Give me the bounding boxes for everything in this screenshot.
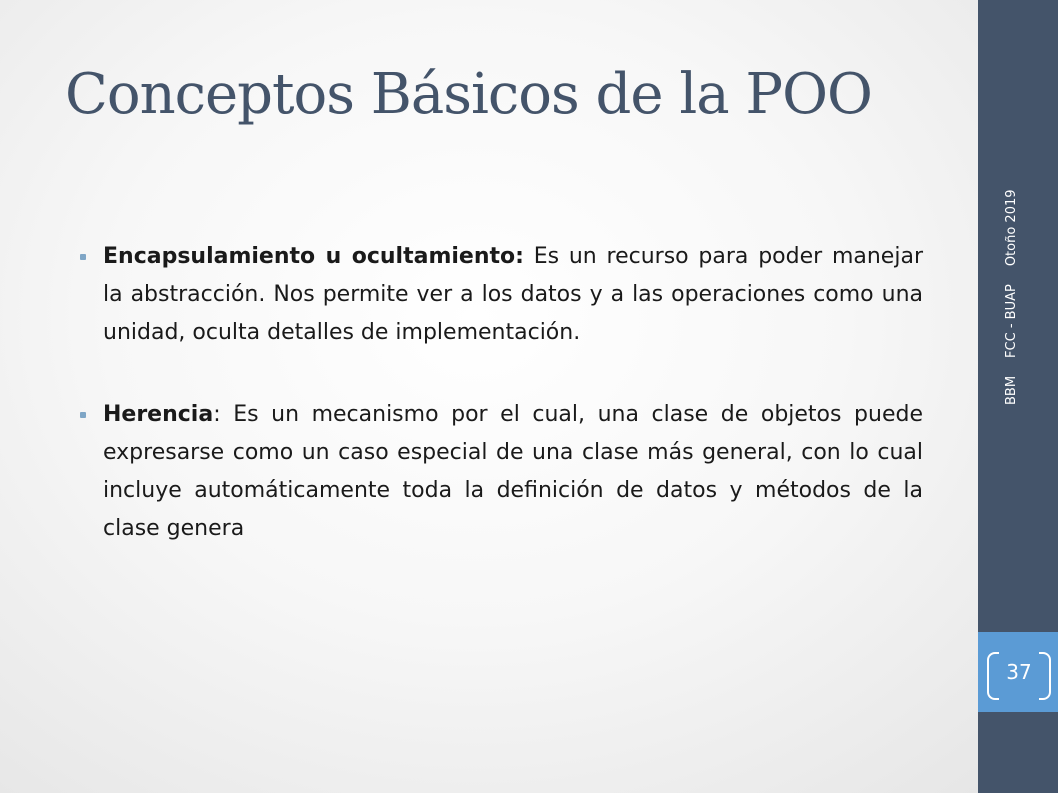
- bullet-marker-icon: [80, 412, 86, 418]
- bullet-text: : Es un mecanismo por el cual, una clase de objetos puede expresarse como un caso especial de una clase más general, con lo cual incluye automáticamente toda la definición de datos y métodos de la clase genera: [103, 402, 923, 541]
- bullet-marker-icon: [80, 254, 86, 260]
- footer-institution: FCC - BUAP: [1004, 284, 1019, 358]
- bullet-list: [80, 238, 923, 592]
- footer-term: Otoño 2019: [1004, 189, 1019, 267]
- bullet-text: Es un recurso para poder manejar la abstracción. Nos permite ver a los datos y a las operaciones como una unidad, oculta detalles de implementación.: [103, 244, 923, 345]
- slide-title: Conceptos Básicos de la POO: [65, 62, 872, 127]
- bullet-term: Herencia: [103, 402, 214, 427]
- bullet-item-herencia: [80, 396, 923, 548]
- bullet-item-encapsulamiento: [80, 238, 923, 352]
- vertical-footer: [1004, 105, 1019, 405]
- footer-author: BBM: [1004, 375, 1019, 405]
- bullet-term: Encapsulamiento u ocultamiento:: [103, 244, 524, 269]
- page-number: 37: [1006, 660, 1032, 684]
